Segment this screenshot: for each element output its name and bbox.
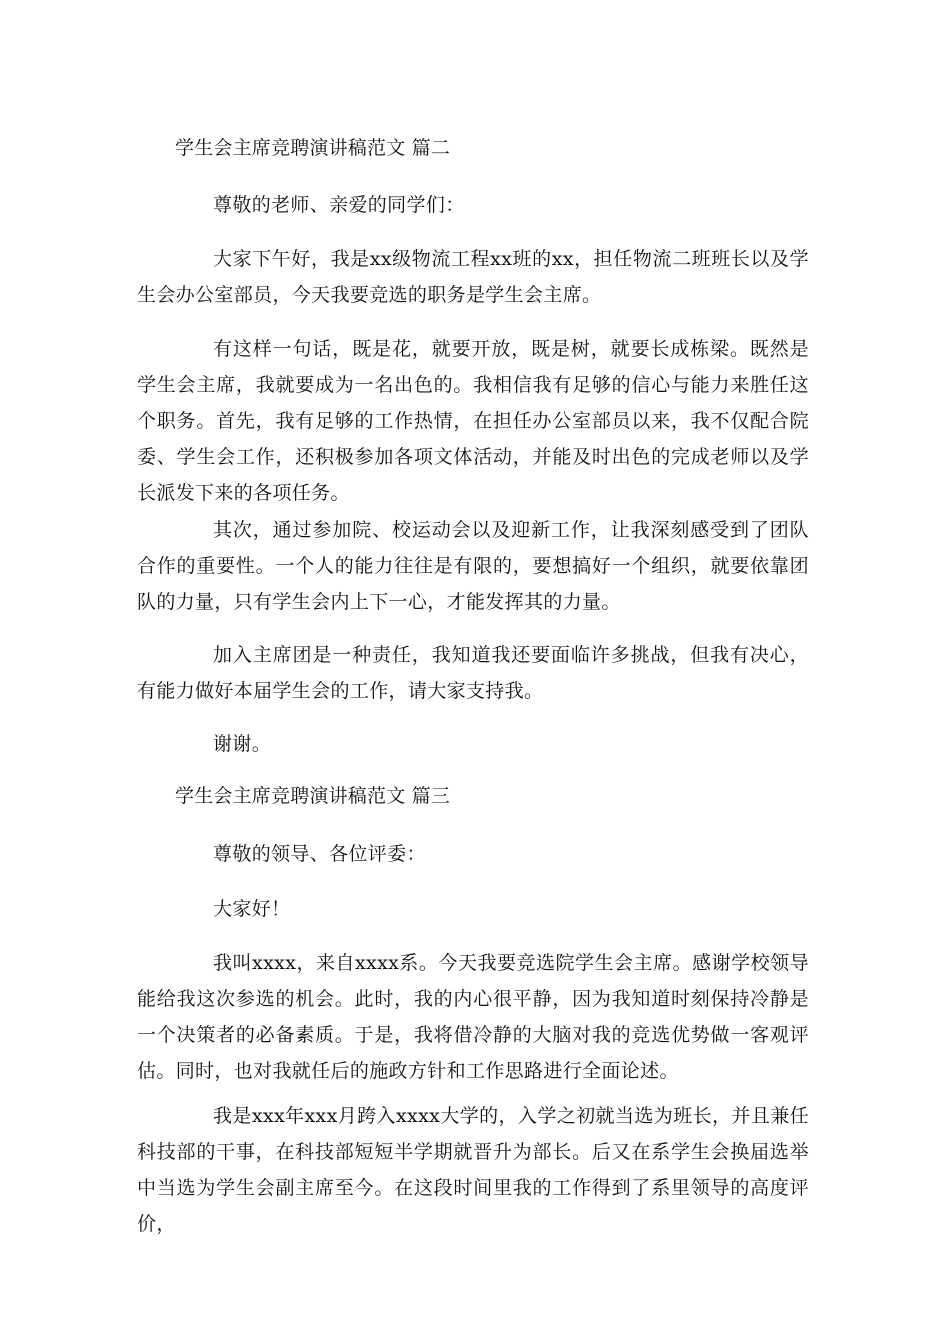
paragraph: 加入主席团是一种责任，我知道我还要面临许多挑战，但我有决心，有能力做好本届学生会的工作，请大家支持我。 bbox=[137, 644, 809, 702]
paragraph: 其次，通过参加院、校运动会以及迎新工作，让我深刻感受到了团队合作的重要性。一个人的能力往往是有限的，要想搞好一个组织，就要依靠团队的力量，只有学生会内上下一心，才能发挥其的力量。 bbox=[137, 519, 809, 613]
paragraph: 有这样一句话，既是花，就要开放，既是树，就要长成栋梁。既然是学生会主席，我就要成为一名出色的。我相信我有足够的信心与能力来胜任这个职务。首先，我有足够的工作热情，在担任办公室部员以来，我不仅配合院委、学生会工作，还积极参加各项文体活动，并能及时出色的完成老师以及学长派发下来的各项任务。 bbox=[137, 338, 809, 504]
paragraph-salutation: 尊敬的老师、亲爱的同学们： bbox=[213, 194, 465, 216]
paragraph-closing: 谢谢。 bbox=[213, 733, 272, 755]
paragraph-greeting: 大家好！ bbox=[213, 898, 291, 920]
paragraph: 我叫xxxx，来自xxxx系。今天我要竞选院学生会主席。感谢学校领导能给我这次参选的机会。此时，我的内心很平静，因为我知道时刻保持冷静是一个决策者的必备素质。于是，我将借冷静的大脑对我的竞选优势做一客观评估。同时，也对我就任后的施政方针和工作思路进行全面论述。 bbox=[137, 952, 809, 1082]
paragraph-salutation: 尊敬的领导、各位评委： bbox=[213, 843, 426, 865]
section-heading: 学生会主席竞聘演讲稿范文 篇二 bbox=[175, 137, 451, 159]
paragraph: 我是xxx年xxx月跨入xxxx大学的，入学之初就当选为班长，并且兼任科技部的干事，在科技部短短半学期就晋升为部长。后又在系学生会换届选举中当选为学生会副主席至今。在这段时间里我的工作得到了系里领导的高度评价， bbox=[137, 1105, 809, 1235]
section-heading: 学生会主席竞聘演讲稿范文 篇三 bbox=[175, 785, 451, 807]
paragraph: 大家下午好，我是xx级物流工程xx班的xx，担任物流二班班长以及学生会办公室部员，今天我要竞选的职务是学生会主席。 bbox=[137, 248, 809, 306]
